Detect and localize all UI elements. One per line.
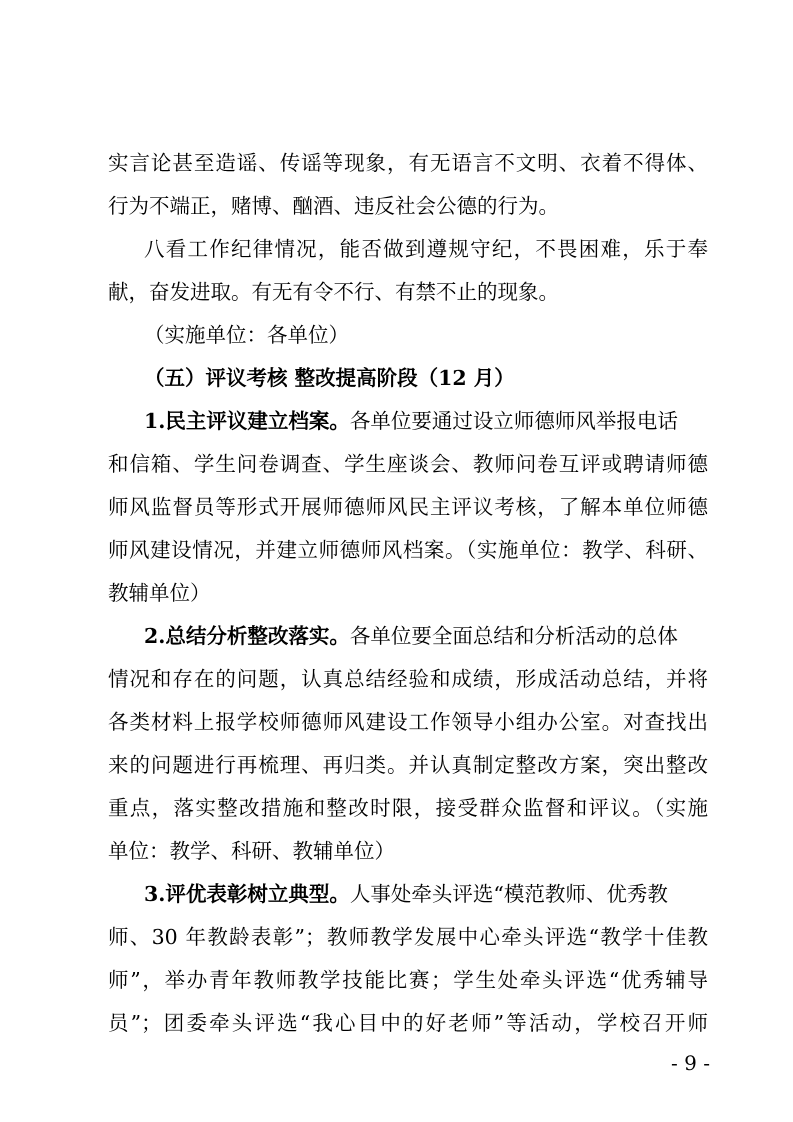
text-line: 师风监督员等形式开展师德师风民主评议考核，了解本单位师德	[108, 495, 708, 519]
text-line: 员”；团委牵头评选“我心目中的好老师”等活动，学校召开师	[108, 1011, 708, 1035]
text-line: 各类材料上报学校师德师风建设工作领导小组办公室。对查找出	[108, 710, 708, 734]
section-heading: （五）评议考核 整改提高阶段（12 月）	[144, 366, 515, 390]
text-line: 来的问题进行再梳理、再归类。并认真制定整改方案，突出整改	[108, 753, 708, 777]
item-heading: 1.民主评议建立档案。	[144, 409, 350, 433]
text-line: 和信箱、学生问卷调查、学生座谈会、教师问卷互评或聘请师德	[108, 452, 708, 476]
paragraph-line	[144, 619, 708, 653]
text-line: 单位：教学、科研、教辅单位）	[108, 839, 395, 863]
text-line: 行为不端正，赌博、酗酒、违反社会公德的行为。	[108, 194, 559, 218]
item-heading: 3.评优表彰树立典型。	[144, 882, 350, 906]
paragraph-line	[144, 877, 708, 911]
text-line: 实言论甚至造谣、传谣等现象，有无语言不文明、衣着不得体、	[108, 151, 708, 175]
item-text: 人事处牵头评选“模范教师、优秀教	[349, 882, 668, 906]
text-line: 重点，落实整改措施和整改时限，接受群众监督和评议。（实施	[108, 796, 708, 820]
text-line: 八看工作纪律情况，能否做到遵规守纪，不畏困难，乐于奉	[144, 237, 708, 261]
text-line: 师风建设情况，并建立师德师风档案。（实施单位：教学、科研、	[108, 538, 708, 562]
implementing-unit-note: （实施单位：各单位）	[144, 323, 349, 347]
item-heading: 2.总结分析整改落实。	[144, 624, 350, 648]
text-line: 师”，举办青年教师教学技能比赛；学生处牵头评选“优秀辅导	[108, 968, 708, 992]
text-line: 教辅单位）	[108, 581, 211, 605]
text-line: 情况和存在的问题，认真总结经验和成绩，形成活动总结，并将	[108, 667, 708, 691]
paragraph-line	[144, 404, 708, 438]
text-line: 献，奋发进取。有无有令不行、有禁不止的现象。	[108, 280, 559, 304]
text-line: 师、30 年教龄表彰”；教师教学发展中心牵头评选“教学十佳教	[108, 925, 708, 949]
item-text: 各单位要通过设立师德师风举报电话	[349, 409, 678, 433]
item-text: 各单位要全面总结和分析活动的总体	[349, 624, 678, 648]
page-number: - 9 -	[671, 1051, 710, 1075]
